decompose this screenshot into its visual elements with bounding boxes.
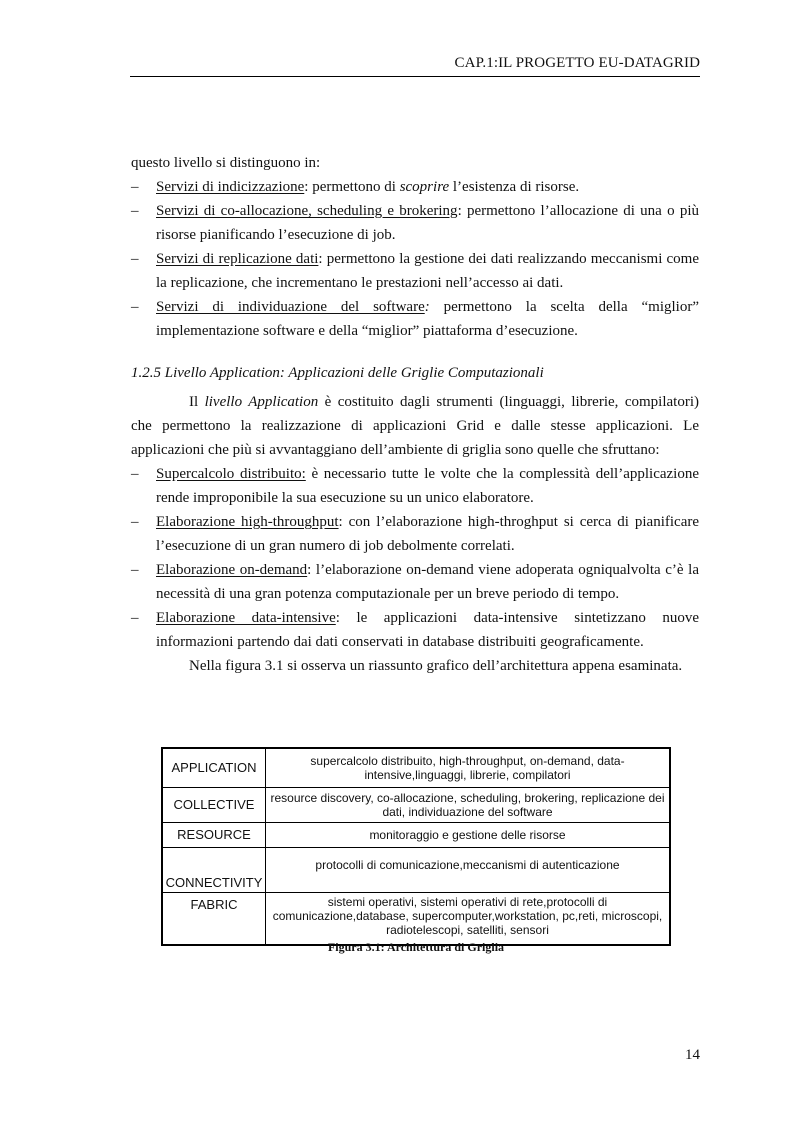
table-row	[162, 788, 670, 823]
layer-name: RESOURCE	[162, 823, 266, 848]
running-header: CAP.1:IL PROGETTO EU-DATAGRID	[454, 55, 700, 71]
term: Servizi di replicazione dati	[156, 251, 319, 267]
dash-bullet: –	[131, 610, 139, 626]
table-row	[162, 848, 670, 893]
term: Supercalcolo distribuito:	[156, 466, 306, 482]
table-row	[162, 823, 670, 848]
term: Elaborazione high-throughput	[156, 514, 339, 530]
dash-bullet: –	[131, 466, 139, 482]
layer-description: sistemi operativi, sistemi operativi di rete,protocolli di comunicazione,database, supercomputer,workstation, pc,reti, microscopi, radiotelescopi, satelliti, sensori	[266, 893, 671, 946]
table-row	[162, 893, 670, 946]
paragraph-figure-reference: Nella figura 3.1 si osserva un riassunto grafico dell’architettura appena esaminata.	[189, 658, 683, 674]
list-item-services-2: – Servizi di replicazione dati: permettono la gestione dei dati realizzando meccanismi come la replicazione, che incrementano le prestazioni nell’accesso ai dati.	[131, 247, 699, 295]
section-heading: 1.2.5 Livello Application: Applicazioni delle Griglie Computazionali	[131, 365, 544, 381]
dash-bullet: –	[131, 562, 139, 578]
term: Elaborazione on-demand	[156, 562, 308, 578]
dash-bullet: –	[131, 203, 139, 219]
layer-description: supercalcolo distribuito, high-throughput, on-demand, data-intensive,linguaggi, librerie, compilatori	[266, 748, 671, 788]
header-rule	[130, 76, 700, 77]
dash-bullet: –	[131, 299, 139, 315]
paragraph-application: Il livello Application è costituito dagli strumenti (linguaggi, librerie, compilatori) che permettono la realizzazione di applicazioni Grid e dalle stesse applicazioni. Le applicazioni che più si avvantaggiano dell’ambiente di griglia sono quelle che sfruttano:	[131, 394, 699, 458]
layer-description: monitoraggio e gestione delle risorse	[266, 823, 671, 848]
architecture-figure-table	[161, 747, 671, 946]
table-row	[162, 748, 670, 788]
emphasis: livello Application	[204, 394, 319, 410]
figure-caption: Figura 3.1: Architettura di Griglia	[327, 940, 505, 954]
dash-bullet: –	[131, 251, 139, 267]
list-item-services-0: – Servizi di indicizzazione: permettono di scoprire l’esistenza di risorse.	[131, 175, 699, 199]
term: Servizi di indicizzazione	[156, 179, 305, 195]
list-item-apps-3: – Elaborazione data-intensive: le applicazioni data-intensive sintetizzano nuove informazioni partendo dai dati conservati in database distribuiti geograficamente.	[131, 606, 699, 654]
dash-bullet: –	[131, 514, 139, 530]
term: Servizi di co-allocazione, scheduling e brokering	[156, 203, 458, 219]
list-item-apps-1: – Elaborazione high-throughput: con l’elaborazione high-throghput si cerca di pianificare l’esecuzione di un gran numero di job debolmente correlati.	[131, 510, 699, 558]
term: Elaborazione data-intensive	[156, 610, 336, 626]
body-text	[131, 151, 699, 678]
list-item-apps-2: – Elaborazione on-demand: l’elaborazione on-demand viene adoperata ogniqualvolta c’è la necessità di una gran potenza computazionale per un breve periodo di tempo.	[131, 558, 699, 606]
term: Servizi di individuazione del software	[156, 299, 425, 315]
layer-description: protocolli di comunicazione,meccanismi di autenticazione	[266, 848, 671, 893]
list-item-apps-0: – Supercalcolo distribuito: è necessario tutte le volte che la complessità dell’applicazione rende improponibile la sua esecuzione su un unico elaboratore.	[131, 462, 699, 510]
list-item-services-1: – Servizi di co-allocazione, scheduling e brokering: permettono l’allocazione di una o più risorse pianificando l’esecuzione di job.	[131, 199, 699, 247]
page-number: 14	[685, 1047, 700, 1063]
intro-line: questo livello si distinguono in:	[131, 155, 321, 171]
layer-name: APPLICATION	[162, 748, 266, 788]
layer-description: resource discovery, co-allocazione, scheduling, brokering, replicazione dei dati, individuazione del software	[266, 788, 671, 823]
layer-name: CONNECTIVITY	[162, 848, 266, 893]
layer-name: FABRIC	[162, 893, 266, 946]
dash-bullet: –	[131, 179, 139, 195]
emphasis: scoprire	[399, 179, 450, 195]
layer-name: COLLECTIVE	[162, 788, 266, 823]
list-item-services-3: – Servizi di individuazione del software: permettono la scelta della “miglior” implementazione software e della “miglior” piattaforma d’esecuzione.	[131, 295, 699, 343]
